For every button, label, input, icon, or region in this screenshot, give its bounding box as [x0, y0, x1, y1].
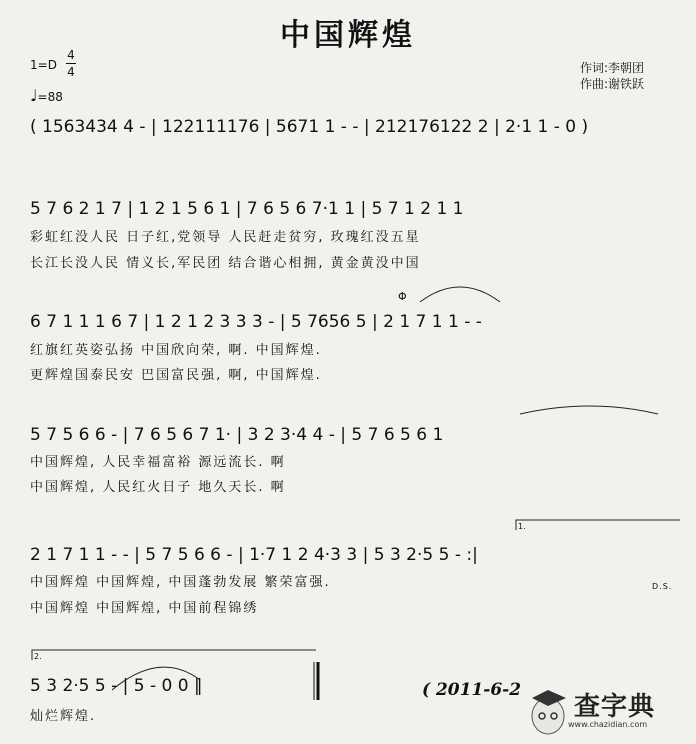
- time-sig-bottom: 4: [67, 65, 75, 79]
- slur-coda: [420, 287, 500, 302]
- volta-1-label: 1.: [518, 522, 526, 531]
- score-row-3-lyric-2: 更辉煌国泰民安 巴国富民强, 啊, 中国辉煌.: [30, 368, 322, 383]
- score-row-4-lyric-1: 中国辉煌, 人民幸福富裕 源远流长. 啊: [30, 455, 286, 470]
- lyricist: 作词:李朝团: [580, 61, 645, 75]
- ds-mark: D.S.: [652, 582, 673, 591]
- watermark-name: 查字典: [574, 692, 656, 722]
- watermark-url: www.chazidian.com: [568, 720, 648, 729]
- time-sig-top: 4: [67, 48, 75, 62]
- score-row-4-lyric-2: 中国辉煌, 人民红火日子 地久天长. 啊: [30, 480, 286, 495]
- slur-row-4: [520, 406, 658, 414]
- score-row-2-lyric-2: 长江长没人民 情义长,军民团 结合谐心相拥, 黄金黄没中国: [30, 256, 421, 271]
- score-row-5-lyric-1: 中国辉煌 中国辉煌, 中国蓬勃发展 繁荣富强.: [30, 575, 331, 590]
- volta-1-bracket: [516, 520, 680, 530]
- score-row-4-notes: 5 7 5 6 6 - | 7 6 5 6 7 1· | 3 2 3·4 4 - | 5 7 6 5 6 1: [30, 425, 444, 445]
- score-row-3-lyric-1: 红旗红英姿弘扬 中国欣向荣, 啊. 中国辉煌.: [30, 343, 322, 358]
- score-row-2-lyric-1: 彩虹红没人民 日子红,党领导 人民赶走贫穷, 玫瑰红没五星: [30, 230, 421, 245]
- volta-2-label: 2.: [34, 652, 42, 661]
- score-row-1-notes: ( 1563434 4 - | 122111176 | 5671 1 - - | 212176122 2 | 2·1 1 - 0 ): [30, 117, 589, 137]
- watermark-logo-icon: [532, 690, 566, 734]
- composer: 作曲:谢铁跃: [580, 77, 645, 91]
- date-stamp: ( 2011-6-2: [422, 680, 522, 700]
- key-signature: 1=D: [30, 58, 57, 72]
- song-title: 中国辉煌: [280, 18, 416, 53]
- tempo-value: =88: [37, 90, 63, 104]
- slur-row-6: [112, 667, 200, 690]
- score-row-5-lyric-2: 中国辉煌 中国辉煌, 中国前程锦绣: [30, 601, 259, 616]
- score-row-2-notes: 5 7 6 2 1 7 | 1 2 1 5 6 1 | 7 6 5 6 7·1 1 | 5 7 1 2 1 1: [30, 199, 464, 219]
- score-row-6-notes: 5 3 2·5 5 - | 5 - 0 0 ‖: [30, 676, 203, 696]
- volta-2-bracket: [32, 650, 316, 660]
- score-row-3-notes: 6 7 1 1 1 6 7 | 1 2 1 2 3 3 3 - | 5 7656 5 | 2 1 7 1 1 - -: [30, 312, 482, 332]
- quarter-note-icon: ♩: [30, 86, 38, 105]
- coda-mark: Φ: [398, 290, 407, 303]
- score-row-5-notes: 2 1 7 1 1 - - | 5 7 5 6 6 - | 1·7 1 2 4·3 3 | 5 3 2·5 5 - :|: [30, 545, 478, 565]
- score-row-6-lyric-1: 灿烂辉煌.: [30, 709, 97, 724]
